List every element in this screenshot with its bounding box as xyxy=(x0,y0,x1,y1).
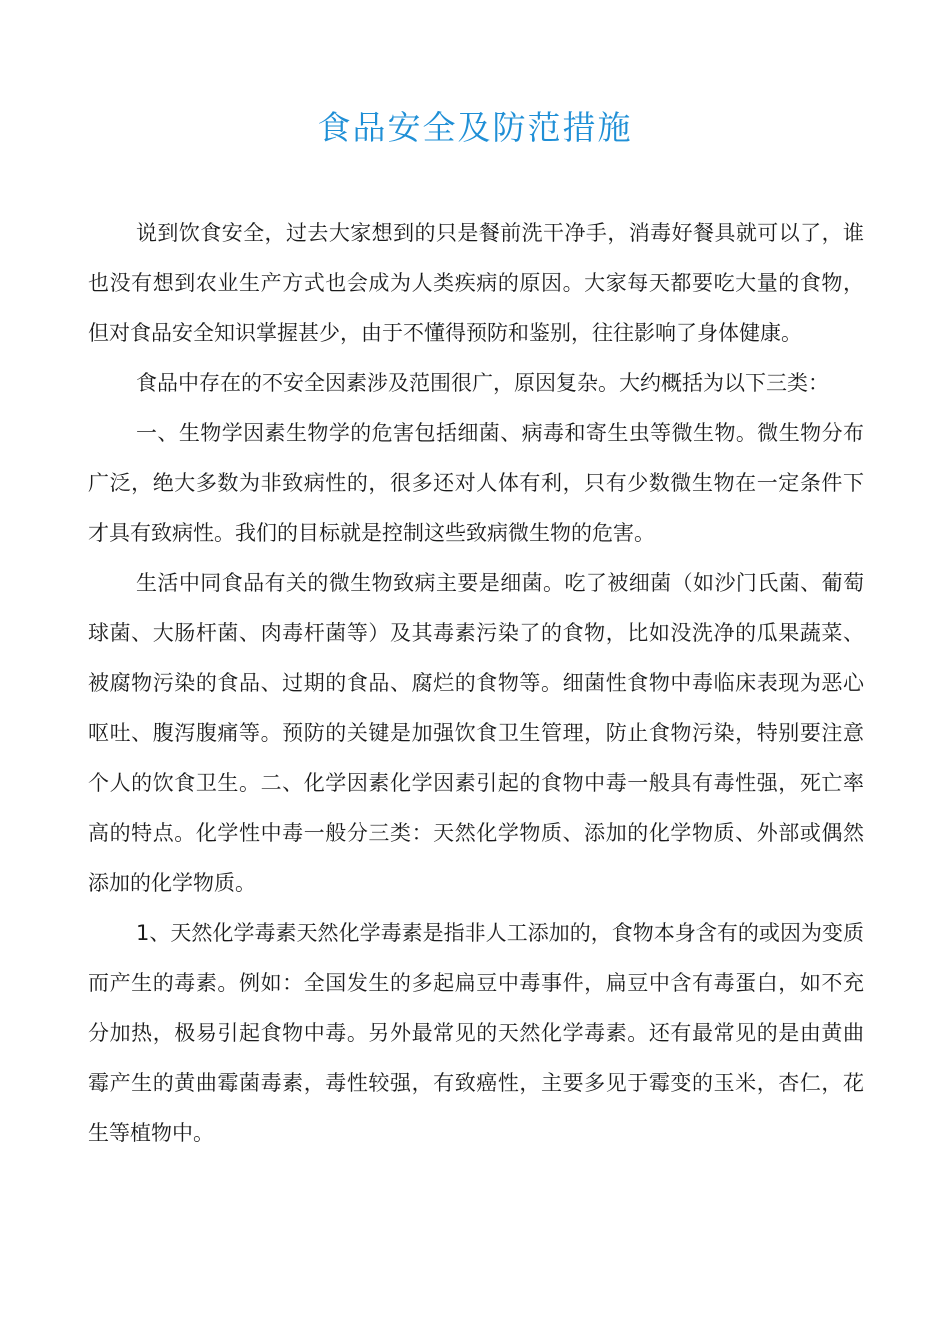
document-body xyxy=(88,208,864,1158)
paragraph-intro: 说到饮食安全，过去大家想到的只是餐前洗干净手，消毒好餐具就可以了，谁也没有想到农业生产方式也会成为人类疾病的原因。大家每天都要吃大量的食物，但对食品安全知识掌握甚少，由于不懂得预防和鉴别，往往影响了身体健康。 xyxy=(88,221,864,345)
paragraph-factors-overview: 食品中存在的不安全因素涉及范围很广，原因复杂。大约概括为以下三类： xyxy=(136,371,829,395)
paragraph-biological-factors: 一、生物学因素生物学的危害包括细菌、病毒和寄生虫等微生物。微生物分布广泛，绝大多数为非致病性的，很多还对人体有利，只有少数微生物在一定条件下才具有致病性。我们的目标就是控制这些致病微生物的危害。 xyxy=(88,421,864,545)
paragraph-bacteria-and-chemical: 生活中同食品有关的微生物致病主要是细菌。吃了被细菌（如沙门氏菌、葡萄球菌、大肠杆菌、肉毒杆菌等）及其毒素污染了的食物，比如没洗净的瓜果蔬菜、被腐物污染的食品、过期的食品、腐烂的食物等。细菌性食物中毒临床表现为恶心呕吐、腹泻腹痛等。预防的关键是加强饮食卫生管理，防止食物污染，特别要注意个人的饮食卫生。二、化学因素化学因素引起的食物中毒一般具有毒性强，死亡率高的特点。化学性中毒一般分三类：天然化学物质、添加的化学物质、外部或偶然添加的化学物质。 xyxy=(88,571,864,895)
paragraph-natural-toxins: 1、天然化学毒素天然化学毒素是指非人工添加的，食物本身含有的或因为变质而产生的毒素。例如：全国发生的多起扁豆中毒事件，扁豆中含有毒蛋白，如不充分加热，极易引起食物中毒。另外最常见的天然化学毒素。还有最常见的是由黄曲霉产生的黄曲霉菌毒素，毒性较强，有致癌性，主要多见于霉变的玉米，杏仁，花生等植物中。 xyxy=(88,921,864,1145)
document-title: 食品安全及防范措施 xyxy=(317,108,633,147)
